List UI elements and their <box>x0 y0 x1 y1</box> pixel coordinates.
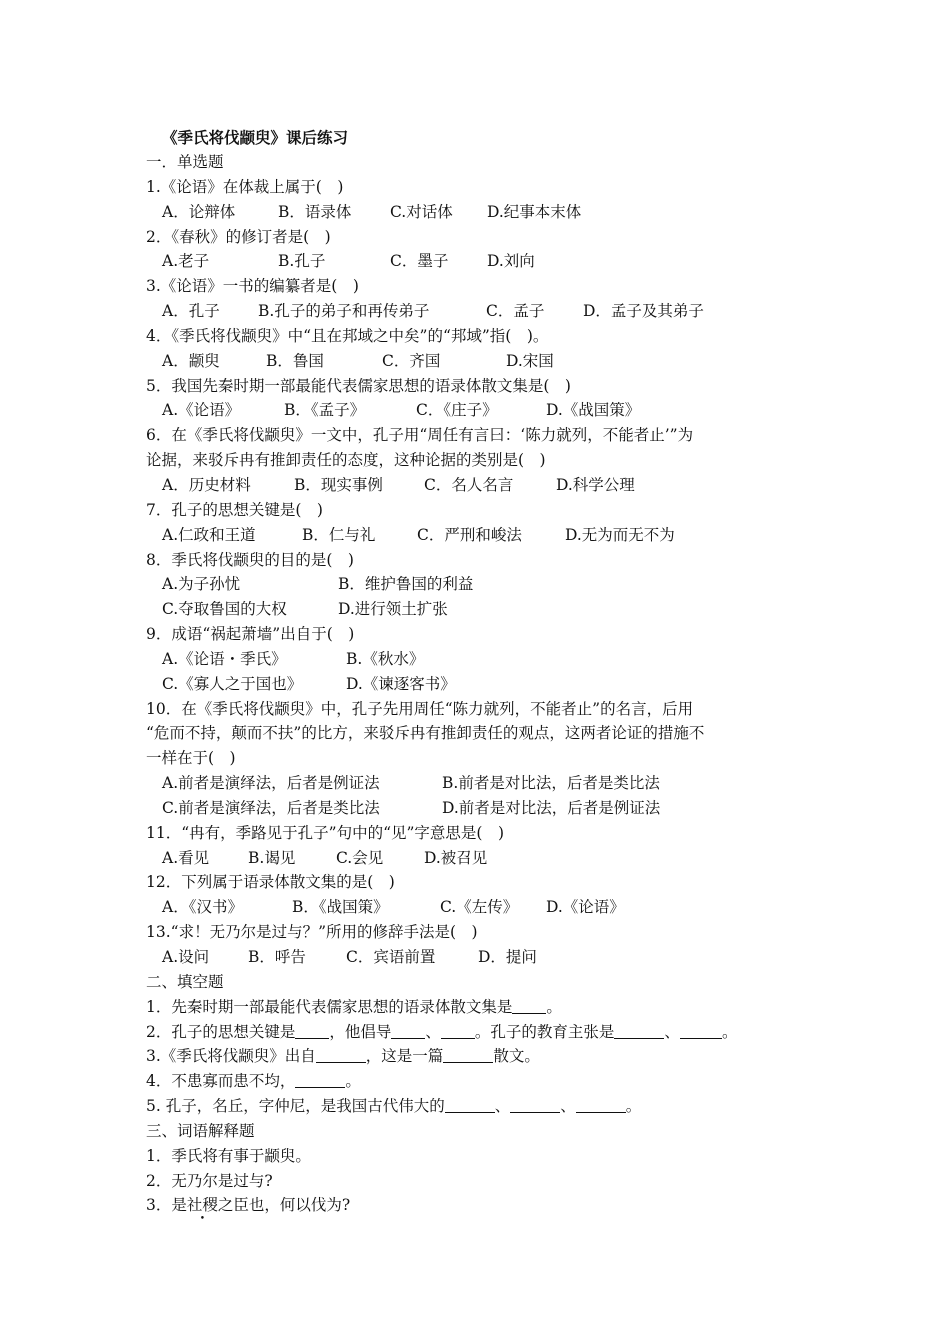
question-12: 12．下列属于语录体散文集的是( ) <box>146 873 395 892</box>
word-question-3: 3．是社稷之臣也，何以伐为? <box>146 1196 351 1215</box>
option-d: D.被召见 <box>424 848 488 867</box>
option-d: D.科学公理 <box>556 475 635 494</box>
option-b: B.谒见 <box>248 848 296 867</box>
option-c: C.《左传》 <box>440 898 519 917</box>
question-4-options <box>146 349 816 374</box>
option-d: D．孟子及其弟子 <box>583 302 704 321</box>
option-c: C．《庄子》 <box>416 401 498 420</box>
option-d: D.进行领土扩张 <box>338 600 448 619</box>
option-c: C．严刑和峻法 <box>417 525 522 544</box>
section-heading-word-explanation: 三、词语解释题 <box>146 1121 255 1140</box>
answer-blank[interactable] <box>512 999 546 1014</box>
answer-blank[interactable] <box>441 1024 475 1039</box>
answer-blank[interactable] <box>445 1098 495 1113</box>
answer-blank[interactable] <box>316 1048 366 1063</box>
option-a: A．历史材料 <box>162 475 251 494</box>
option-c: C．宾语前置 <box>346 948 436 966</box>
option-b: B．鲁国 <box>266 351 324 370</box>
question-6-line-2: 论据，来驳斥冉有推卸责任的态度，这种论据的类别是( ) <box>146 451 546 470</box>
option-c: C．齐国 <box>382 351 441 370</box>
emphasized-term: 社稷 <box>186 1196 218 1215</box>
option-c: C．名人名言 <box>424 475 514 494</box>
option-c: C.对话体 <box>390 202 453 221</box>
fill-question-1: 1．先秦时期一部最能代表儒家思想的语录体散文集是 。 <box>146 997 562 1016</box>
answer-blank[interactable] <box>443 1048 493 1063</box>
worksheet-title: 《季氏将伐颛臾》课后练习 <box>162 129 349 147</box>
option-d: D.纪事本末体 <box>487 202 582 221</box>
question-3-options <box>146 299 816 324</box>
question-7-options <box>146 523 816 548</box>
question-1: 1.《论语》在体裁上属于( ) <box>146 177 344 196</box>
question-10-options-row-1 <box>146 771 816 796</box>
option-d: D.《战国策》 <box>546 401 641 420</box>
fill-question-5: 5. 孔子，名丘，字仲尼，是我国古代伟大的 、 、 。 <box>146 1097 642 1116</box>
question-11-options <box>146 846 816 871</box>
question-9: 9．成语“祸起萧墙”出自于( ) <box>146 625 355 644</box>
question-8-options-row-1 <box>146 572 816 597</box>
question-10-options-row-2 <box>146 796 816 821</box>
option-a: A．《汉书》 <box>162 898 243 917</box>
option-a: A.老子 <box>162 252 210 271</box>
option-d: D.前者是对比法，后者是例证法 <box>442 798 661 817</box>
option-b: B.孔子 <box>278 252 326 271</box>
option-b: B．现实事例 <box>294 475 383 494</box>
question-8: 8．季氏将伐颛臾的目的是( ) <box>146 550 354 569</box>
question-6-line-1: 6．在《季氏将伐颛臾》一文中，孔子用“周任有言曰：‘陈力就列，不能者止’”为 <box>146 426 694 445</box>
option-a: A.设问 <box>162 948 210 966</box>
option-b: B．维护鲁国的利益 <box>338 575 474 594</box>
question-8-options-row-2 <box>146 597 816 622</box>
worksheet-page <box>146 126 816 1218</box>
option-c: C.会见 <box>336 848 384 867</box>
question-13: 13.“求！无乃尔是过与？”所用的修辞手法是( ) <box>146 923 478 942</box>
question-2: 2．《春秋》的修订者是( ) <box>146 227 331 246</box>
question-7: 7．孔子的思想关键是( ) <box>146 500 323 519</box>
question-9-options-row-2 <box>146 672 816 697</box>
section-heading-fill-in: 二、填空题 <box>146 972 224 991</box>
option-a: A．孔子 <box>162 302 220 321</box>
answer-blank[interactable] <box>295 1024 329 1039</box>
option-a: A．论辩体 <box>162 202 236 221</box>
option-a: A.前者是演绎法，后者是例证法 <box>162 774 380 793</box>
option-a: A.《论语》 <box>162 401 241 420</box>
option-c: C．孟子 <box>486 302 545 321</box>
question-5: 5．我国先秦时期一部最能代表儒家思想的语录体散文集是( ) <box>146 376 571 395</box>
option-b: B.《秋水》 <box>346 649 425 668</box>
fill-question-2: 2．孔子的思想关键是 ，他倡导 、 。孔子的教育主张是 、 。 <box>146 1022 738 1041</box>
question-10-line-3: 一样在于( ) <box>146 749 236 768</box>
section-heading-single-choice: 一．单选题 <box>146 153 224 171</box>
option-d: D.《谏逐客书》 <box>346 674 456 693</box>
question-9-options-row-1 <box>146 647 816 672</box>
option-d: D.宋国 <box>506 351 554 370</box>
option-a: A.《论语・季氏》 <box>162 649 287 668</box>
question-1-options <box>146 200 816 225</box>
answer-blank[interactable] <box>614 1024 664 1039</box>
option-c: C.《寡人之于国也》 <box>162 674 303 693</box>
answer-blank[interactable] <box>576 1098 626 1113</box>
answer-blank[interactable] <box>295 1073 345 1088</box>
question-10-line-1: 10．在《季氏将伐颛臾》中，孔子先用周任“陈力就列，不能者止”的名言，后用 <box>146 699 694 718</box>
question-2-options <box>146 249 816 274</box>
fill-question-4: 4．不患寡而患不均， 。 <box>146 1072 361 1091</box>
question-5-options <box>146 398 816 423</box>
question-3: 3.《论语》一书的编纂者是( ) <box>146 277 359 296</box>
option-c: C.前者是演绎法，后者是类比法 <box>162 798 380 817</box>
option-b: B.孔子的弟子和再传弟子 <box>258 302 430 321</box>
option-d: D．提问 <box>478 948 537 966</box>
option-b: B．语录体 <box>278 202 352 221</box>
option-b: B．《战国策》 <box>292 898 389 917</box>
answer-blank[interactable] <box>391 1024 425 1039</box>
question-4: 4．《季氏将伐颛臾》中“且在邦域之中矣”的“邦域”指( )。 <box>146 326 549 345</box>
fill-question-3: 3.《季氏将伐颛臾》出自 ，这是一篇 散文。 <box>146 1047 540 1066</box>
word-question-1: 1．季氏将有事于颛臾。 <box>146 1146 311 1165</box>
answer-blank[interactable] <box>510 1098 560 1113</box>
option-d: D.《论语》 <box>546 898 625 917</box>
question-10-line-2: “危而不持，颠而不扶”的比方，来驳斥冉有推卸责任的观点，这两者论证的措施不 <box>146 724 705 743</box>
option-b: B.前者是对比法，后者是类比法 <box>442 774 660 793</box>
option-d: D.刘向 <box>487 252 535 271</box>
option-c: C.夺取鲁国的大权 <box>162 600 287 619</box>
question-11: 11．“冉有，季路见于孔子”句中的“见”字意思是( ) <box>146 823 505 842</box>
answer-blank[interactable] <box>680 1024 722 1039</box>
option-a: A.看见 <box>162 848 210 867</box>
option-a: A.仁政和王道 <box>162 525 256 544</box>
option-a: A．颛臾 <box>162 351 220 370</box>
option-b: B．仁与礼 <box>302 525 376 544</box>
option-b: B．《孟子》 <box>284 401 366 420</box>
question-6-options <box>146 473 816 498</box>
option-d: D.无为而无不为 <box>565 525 675 544</box>
option-c: C．墨子 <box>390 252 449 271</box>
option-a: A.为子孙忧 <box>162 575 241 594</box>
word-question-2: 2．无乃尔是过与? <box>146 1171 273 1190</box>
question-13-options <box>146 945 816 970</box>
option-b: B．呼告 <box>248 948 306 966</box>
question-12-options <box>146 895 816 920</box>
